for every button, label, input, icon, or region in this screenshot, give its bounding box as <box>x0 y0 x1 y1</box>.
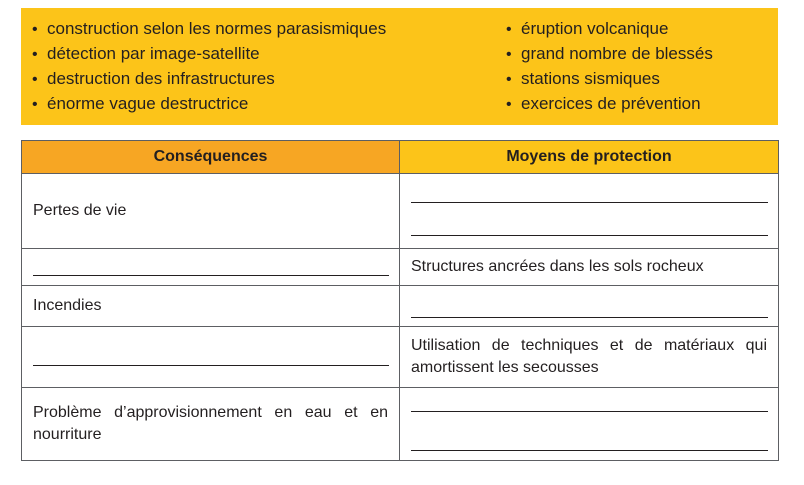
word-bank-item: • détection par image-satellite <box>32 41 386 66</box>
protection-answer-cell[interactable] <box>400 286 779 327</box>
consequence-text: Problème d’approvisionnement en eau et en nourriture <box>33 404 388 443</box>
consequence-cell <box>22 388 400 461</box>
table-header-row <box>22 141 779 174</box>
word-bank-item: • construction selon les normes parasismiques <box>32 16 386 41</box>
protection-cell <box>400 249 779 286</box>
consequence-text: Incendies <box>33 297 102 314</box>
word-bank-right-column <box>506 16 713 116</box>
consequence-answer-cell[interactable] <box>22 327 400 388</box>
word-bank-item: • grand nombre de blessés <box>506 41 713 66</box>
word-bank-item: • destruction des infrastructures <box>32 66 386 91</box>
protection-text: Structures ancrées dans les sols rocheux <box>411 258 704 275</box>
answer-line[interactable] <box>411 202 768 203</box>
word-bank-item: • énorme vague destructrice <box>32 91 386 116</box>
table-row <box>22 286 779 327</box>
word-bank-item: • éruption volcanique <box>506 16 713 41</box>
word-bank-box <box>21 8 778 125</box>
header-protection: Moyens de protection <box>400 141 779 174</box>
table-row <box>22 388 779 461</box>
word-bank-item: • exercices de prévention <box>506 91 713 116</box>
word-bank-left-column <box>32 16 386 116</box>
consequence-text: Pertes de vie <box>33 202 127 219</box>
answer-line[interactable] <box>411 450 768 451</box>
consequence-cell <box>22 174 400 249</box>
protection-text: Utilisation de techniques et de matériaux qui amortissent les secousses <box>411 337 767 376</box>
protection-answer-cell[interactable] <box>400 388 779 461</box>
consequence-cell <box>22 286 400 327</box>
word-bank-item: • stations sismiques <box>506 66 713 91</box>
protection-cell <box>400 327 779 388</box>
protection-answer-cell[interactable] <box>400 174 779 249</box>
answer-line[interactable] <box>33 275 389 276</box>
consequence-answer-cell[interactable] <box>22 249 400 286</box>
answer-line[interactable] <box>411 235 768 236</box>
answer-line[interactable] <box>411 317 768 318</box>
table-row <box>22 327 779 388</box>
consequences-protection-table <box>21 140 779 461</box>
answer-line[interactable] <box>33 365 389 366</box>
answer-line[interactable] <box>411 411 768 412</box>
table-row <box>22 174 779 249</box>
header-consequences: Conséquences <box>22 141 400 174</box>
table-row <box>22 249 779 286</box>
